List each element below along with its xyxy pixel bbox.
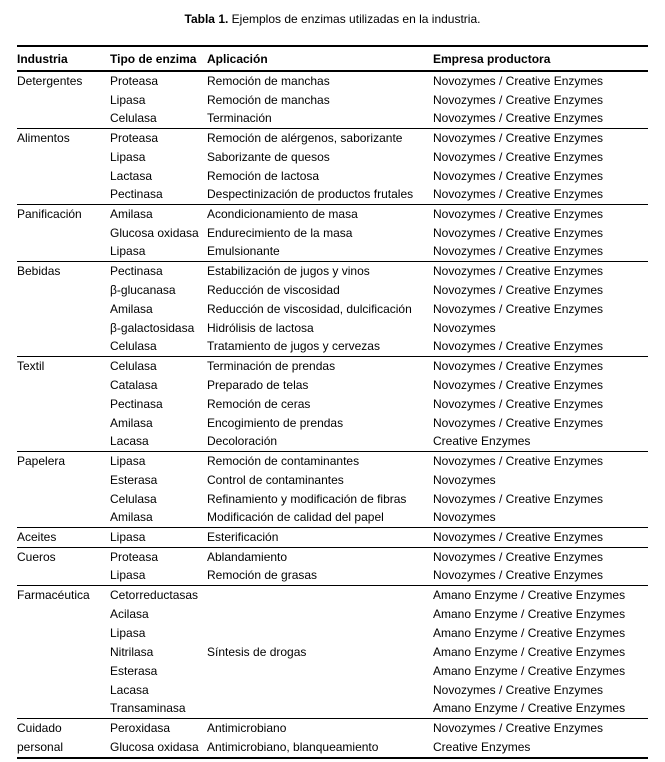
table-caption-label: Tabla 1. [184,12,229,26]
table-row [17,413,648,432]
enzyme-cell: Lipasa [110,244,146,259]
application-cell: Modificación de calidad del papel [207,510,384,525]
table-row [17,470,648,489]
table-row [17,738,648,758]
application-cell: Remoción de manchas [207,92,330,107]
application-cell: Reducción de viscosidad [207,282,340,297]
application-cell [207,604,433,623]
company-cell: Novozymes / Creative Enzymes [433,168,604,183]
company-cell: Novozymes / Creative Enzymes [433,415,604,430]
enzyme-cell: Proteasa [110,74,159,88]
company-cell: Amano Enzyme / Creative Enzymes [433,644,626,659]
table-row [17,71,648,90]
industry-cell: Cuidado personal [17,720,64,754]
enzyme-cell: Celulasa [110,491,157,506]
company-cell: Novozymes / Creative Enzymes [433,721,604,736]
header-enzyme-type: Tipo de enzima [110,46,207,71]
table-row [17,451,648,470]
enzyme-cell: Cetorreductasas [110,587,199,602]
table-row [17,527,648,547]
industry-group [17,585,648,718]
table-row [17,394,648,413]
company-cell: Novozymes / Creative Enzymes [433,491,604,506]
table-row [17,718,648,738]
enzyme-cell: Amilasa [110,301,153,316]
enzyme-cell: Amilasa [110,510,153,525]
enzyme-cell: Transaminasa [110,701,186,716]
enzyme-cell: Acilasa [110,606,149,621]
table-row [17,128,648,147]
enzyme-cell: Pectinasa [110,396,163,411]
enzyme-cell: Lacasa [110,434,149,449]
enzyme-cell: Proteasa [110,130,159,145]
application-cell [207,699,433,718]
company-cell: Novozymes [433,510,496,525]
enzyme-cell: Pectinasa [110,263,163,278]
industry-group [17,451,648,527]
application-cell: Terminación de prendas [207,358,336,373]
application-cell: Esterificación [207,530,279,544]
application-cell: Antimicrobiano [207,721,287,736]
table-row [17,699,648,718]
industry-cell: Cueros [17,549,56,564]
application-cell: Ablandamiento [207,549,288,564]
enzyme-cell: Pectinasa [110,187,163,202]
company-cell: Amano Enzyme / Creative Enzymes [433,701,626,716]
industry-cell: Aceites [17,529,57,544]
header-company: Empresa productora [433,46,648,71]
table-row [17,642,648,661]
table-row [17,375,648,394]
table-row [17,147,648,166]
industry-cell: Papelera [17,453,66,468]
industry-group [17,128,648,204]
application-cell: Estabilización de jugos y vinos [207,263,370,278]
table-row [17,242,648,261]
application-cell: Preparado de telas [207,377,309,392]
table-row [17,166,648,185]
industry-cell: Textil [17,358,45,373]
table-row [17,604,648,623]
application-cell: Remoción de manchas [207,74,330,88]
table-row [17,585,648,604]
table-row [17,489,648,508]
industry-group [17,261,648,356]
company-cell: Novozymes / Creative Enzymes [433,530,604,544]
table-row [17,109,648,128]
industry-group [17,547,648,585]
enzyme-cell: Catalasa [110,377,158,392]
header-industry: Industria [17,46,110,71]
table-row [17,90,648,109]
enzyme-table [17,45,648,759]
enzyme-cell: Lacasa [110,682,149,697]
industry-group [17,718,648,758]
table-row [17,223,648,242]
enzyme-cell: Celulasa [110,358,157,373]
company-cell: Novozymes / Creative Enzymes [433,682,604,697]
enzyme-cell: Amilasa [110,415,153,430]
application-cell: Remoción de ceras [207,396,311,411]
table-row [17,337,648,356]
table-row [17,680,648,699]
company-cell: Novozymes [433,472,496,487]
table-row [17,566,648,585]
enzyme-cell: Celulasa [110,111,157,126]
enzyme-cell: Lipasa [110,92,146,107]
company-cell: Amano Enzyme / Creative Enzymes [433,663,626,678]
enzyme-cell: Glucosa oxidasa [110,740,199,755]
application-cell: Tratamiento de jugos y cervezas [207,339,380,354]
application-cell [207,680,433,699]
application-cell [207,585,433,604]
enzyme-cell: Celulasa [110,339,157,354]
industry-cell: Detergentes [17,74,83,88]
company-cell: Novozymes / Creative Enzymes [433,549,604,564]
company-cell: Novozymes / Creative Enzymes [433,206,604,221]
enzyme-cell: Proteasa [110,549,159,564]
application-cell: Hidrólisis de lactosa [207,320,314,335]
application-cell: Remoción de lactosa [207,168,320,183]
company-cell: Amano Enzyme / Creative Enzymes [433,625,626,640]
industry-cell: Panificación [17,206,82,221]
company-cell: Novozymes / Creative Enzymes [433,244,604,259]
table-row [17,547,648,566]
company-cell: Novozymes / Creative Enzymes [433,263,604,278]
company-cell: Novozymes / Creative Enzymes [433,282,604,297]
industry-group [17,527,648,547]
enzyme-cell: Lipasa [110,453,146,468]
table-caption [0,0,665,45]
company-cell: Novozymes / Creative Enzymes [433,187,604,202]
enzyme-cell: Lactasa [110,168,153,183]
application-cell [207,623,433,642]
enzyme-cell: β-galactosidasa [110,320,195,335]
header-application: Aplicación [207,46,433,71]
application-cell: Terminación [207,111,272,126]
company-cell: Novozymes / Creative Enzymes [433,568,604,583]
industry-group [17,204,648,261]
company-cell: Creative Enzymes [433,434,531,449]
table-row [17,185,648,204]
table-row [17,204,648,223]
enzyme-cell: Esterasa [110,663,158,678]
application-cell: Remoción de grasas [207,568,318,583]
company-cell: Novozymes / Creative Enzymes [433,453,604,468]
table-row [17,356,648,375]
enzyme-cell: Peroxidasa [110,721,171,736]
enzyme-cell: Amilasa [110,206,153,221]
company-cell: Novozymes / Creative Enzymes [433,339,604,354]
application-cell: Control de contaminantes [207,472,344,487]
enzyme-cell: Nitrilasa [110,644,154,659]
company-cell: Novozymes / Creative Enzymes [433,74,604,88]
enzyme-cell: Glucosa oxidasa [110,225,199,240]
enzyme-cell: Lipasa [110,625,146,640]
application-cell: Despectinización de productos frutales [207,187,414,202]
table-row [17,299,648,318]
table-row [17,432,648,451]
industry-cell: Bebidas [17,263,61,278]
enzyme-cell: Lipasa [110,149,146,164]
application-cell: Antimicrobiano, blanqueamiento [207,740,379,755]
company-cell: Novozymes / Creative Enzymes [433,377,604,392]
application-cell: Refinamiento y modificación de fibras [207,491,407,506]
application-cell: Remoción de alérgenos, saborizante [207,130,403,145]
table-caption-text: Ejemplos de enzimas utilizadas en la industria. [231,12,481,26]
application-cell: Reducción de viscosidad, dulcificación [207,301,412,316]
company-cell: Novozymes / Creative Enzymes [433,92,604,107]
company-cell: Novozymes [433,320,496,335]
application-cell: Decoloración [207,434,278,449]
company-cell: Creative Enzymes [433,740,531,755]
industry-cell: Farmacéutica [17,587,90,602]
table-row [17,508,648,527]
table-row [17,623,648,642]
industry-cell: Alimentos [17,130,70,145]
enzyme-cell: Lipasa [110,568,146,583]
application-cell: Acondicionamiento de masa [207,206,358,221]
company-cell: Novozymes / Creative Enzymes [433,301,604,316]
company-cell: Novozymes / Creative Enzymes [433,396,604,411]
table-row [17,280,648,299]
industry-group [17,356,648,451]
company-cell: Novozymes / Creative Enzymes [433,225,604,240]
enzyme-cell: Esterasa [110,472,158,487]
enzyme-cell: Lipasa [110,530,146,544]
table-row [17,261,648,280]
company-cell: Amano Enzyme / Creative Enzymes [433,587,626,602]
table-row [17,661,648,680]
company-cell: Novozymes / Creative Enzymes [433,111,604,126]
company-cell: Novozymes / Creative Enzymes [433,149,604,164]
company-cell: Novozymes / Creative Enzymes [433,130,604,145]
application-cell: Emulsionante [207,244,280,259]
table-header-row [17,46,648,71]
application-cell: Endurecimiento de la masa [207,225,353,240]
company-cell: Novozymes / Creative Enzymes [433,358,604,373]
enzyme-cell: β-glucanasa [110,282,176,297]
application-cell: Saborizante de quesos [207,149,330,164]
application-cell: Encogimiento de prendas [207,415,344,430]
application-cell: Remoción de contaminantes [207,453,360,468]
industry-group [17,71,648,128]
application-cell [207,661,433,680]
application-cell: Síntesis de drogas [207,644,307,659]
table-row [17,318,648,337]
company-cell: Amano Enzyme / Creative Enzymes [433,606,626,621]
